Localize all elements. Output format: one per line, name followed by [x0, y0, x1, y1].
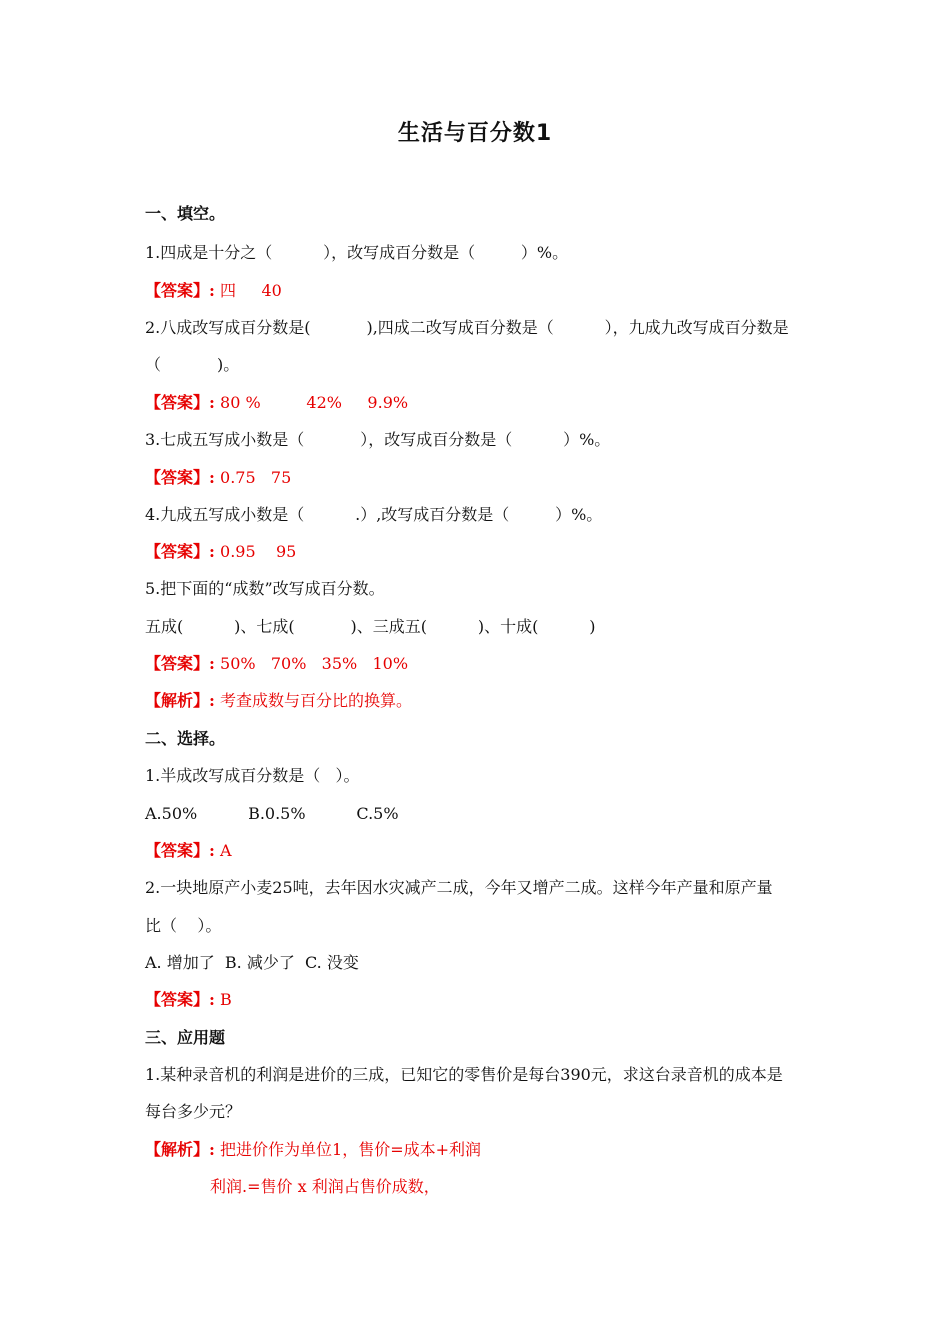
- explanation-label: 【解析】:: [145, 691, 215, 710]
- answer-text: 四 40: [214, 281, 282, 300]
- explanation-text: 考查成数与百分比的换算。: [214, 691, 413, 710]
- answer-label: 【答案】:: [145, 990, 215, 1009]
- explanation-label: 【解析】:: [145, 1140, 215, 1159]
- page-title: 生活与百分数1: [397, 121, 553, 146]
- question-2-2-line1: 2.一块地原产小麦25吨，去年因水灾减产二成，今年又增产二成。这样今年产量和原产量: [145, 878, 773, 897]
- question-2-1: 1.半成改写成百分数是（ ）。: [145, 766, 360, 785]
- answer-text: A: [214, 841, 232, 860]
- explanation-3-1-line2: 利润.=售价 x 利润占售价成数，: [210, 1177, 440, 1196]
- answer-label: 【答案】:: [145, 841, 215, 860]
- question-3-1-line2: 每台多少元？: [145, 1102, 242, 1121]
- question-1-5-items: 五成( )、七成( )、三成五( )、十成( ): [145, 617, 596, 636]
- answer-text: 0.95 95: [214, 542, 297, 561]
- answer-text: 80 % 42% 9.9%: [214, 393, 409, 412]
- answer-2-2: [145, 989, 232, 1011]
- explanation-1-5: [145, 690, 412, 712]
- question-1-4: 4.九成五写成小数是（ .）,改写成百分数是（ ）%。: [145, 505, 603, 524]
- answer-1-1: [145, 280, 282, 302]
- answer-label: 【答案】:: [145, 281, 215, 300]
- answer-label: 【答案】:: [145, 542, 215, 561]
- question-2-1-options: A.50% B.0.5% C.5%: [145, 804, 399, 823]
- question-1-5: 5.把下面的“成数”改写成百分数。: [145, 579, 385, 598]
- question-2-2-options: A. 增加了 B. 减少了 C. 没变: [145, 953, 359, 972]
- answer-label: 【答案】:: [145, 468, 215, 487]
- question-2-2-line2: 比（ ）。: [145, 916, 222, 935]
- answer-label: 【答案】:: [145, 654, 215, 673]
- answer-2-1: [145, 840, 232, 862]
- answer-text: 50% 70% 35% 10%: [214, 654, 409, 673]
- answer-text: 0.75 75: [214, 468, 292, 487]
- answer-1-2: [145, 392, 408, 414]
- question-1-1: 1.四成是十分之（ ），改写成百分数是（ ）%。: [145, 243, 569, 262]
- question-3-1-line1: 1.某种录音机的利润是进价的三成，已知它的零售价是每台390元，求这台录音机的成本是: [145, 1065, 783, 1084]
- explanation-3-1: [145, 1139, 481, 1161]
- answer-1-4: [145, 541, 296, 563]
- section-heading-choice: 二、选择。: [145, 729, 226, 748]
- explanation-text: 把进价作为单位1，售价=成本+利润: [214, 1140, 482, 1159]
- answer-label: 【答案】:: [145, 393, 215, 412]
- question-1-3: 3.七成五写成小数是（ ），改写成百分数是（ ）%。: [145, 430, 611, 449]
- answer-text: B: [214, 990, 232, 1009]
- question-1-2-line1: 2.八成改写成百分数是( ),四成二改写成百分数是（ ），九成九改写成百分数是: [145, 318, 789, 337]
- section-heading-application: 三、应用题: [145, 1028, 226, 1047]
- question-1-2-line2: （ )。: [145, 355, 240, 374]
- answer-1-3: [145, 467, 291, 489]
- answer-1-5: [145, 653, 408, 675]
- section-heading-fill-blank: 一、填空。: [145, 204, 226, 223]
